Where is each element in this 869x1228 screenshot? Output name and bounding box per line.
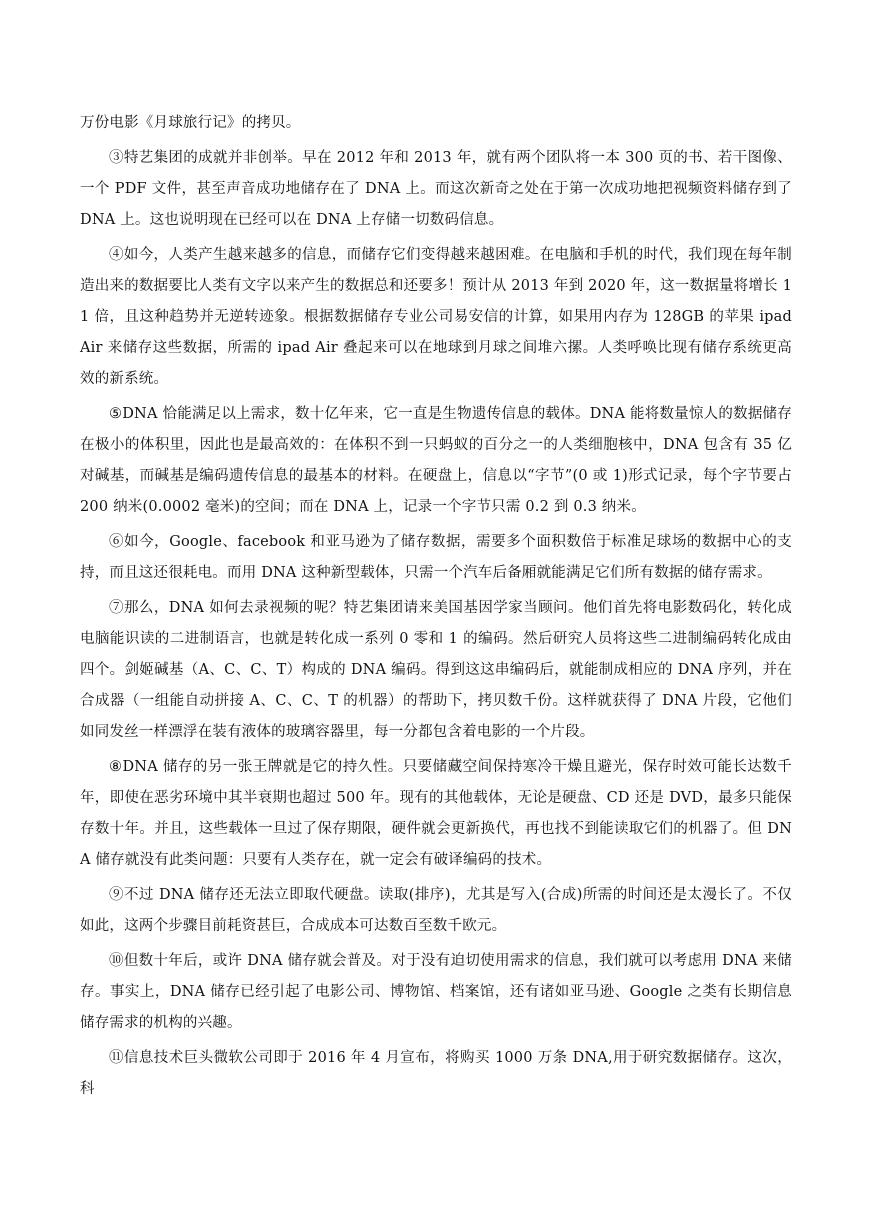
paragraph-3: ③特艺集团的成就并非创举。早在 2012 年和 2013 年，就有两个团队将一本 300 页的书、若干图像、一个 PDF 文件，甚至声音成功地储存在了 DNA 上。而这次新奇之处在于第一次成功地把视频资料储存到了 DNA 上。这也说明现在已经可以在 DNA 上存储一切数码信息。 [80,150,792,228]
paragraph-8: ⑧DNA 储存的另一张王牌就是它的持久性。只要储藏空间保持寒冷干燥且避光，保存时效可能长达数千年，即使在恶劣环境中其半衰期也超过 500 年。现有的其他载体，无论是硬盘、CD 还是 DVD，最多只能保存数十年。并且，这些载体一旦过了保存期限，硬件就会更新换代，再也找不到能读取它们的机器了。但 DNA 储存就没有此类问题：只要有人类存在，就一定会有破译编码的技术。 [80,759,792,868]
paragraph-9: ⑨不过 DNA 储存还无法立即取代硬盘。读取(排序)，尤其是写入(合成)所需的时间还是太漫长了。不仅如此，这两个步骤目前耗资甚巨，合成成本可达数百至数千欧元。 [80,887,792,934]
paragraph-7: ⑦那么，DNA 如何去录视频的呢？特艺集团请来美国基因学家当顾问。他们首先将电影数码化，转化成电脑能识读的二进制语言，也就是转化成一系列 0 零和 1 的编码。然后研究人员将这些二进制编码转化成由四个。剑姬碱基（A、C、C、T）构成的 DNA 编码。得到这这串编码后，就能制成相应的 DNA 序列，并在合成器（一组能自动拼接 A、C、C、T 的机器）的帮助下，拷贝数千份。这样就获得了 DNA 片段，它他们如同发丝一样漂浮在装有液体的玻璃容器里，每一分都包含着电影的一个片段。 [80,600,792,740]
paragraph-6: ⑥如今，Google、facebook 和亚马逊为了储存数据，需要多个面积数倍于标准足球场的数据中心的支持，而且这还很耗电。而用 DNA 这种新型载体，只需一个汽车后备厢就能满足它们所有数据的储存需求。 [80,534,792,581]
paragraph-4: ④如今，人类产生越来越多的信息，而储存它们变得越来越困难。在电脑和手机的时代，我们现在每年制造出来的数据要比人类有文字以来产生的数据总和还要多！预计从 2013 年到 2020 年，这一数据量将增长 11 倍，且这种趋势并无逆转迹象。根据数据储存专业公司易安信的计算，如果用内存为 128GB 的苹果 ipad Air 来储存这些数据，所需的 ipad Air 叠起来可以在地球到月球之间堆六摞。人类呼唤比现有储存系统更高效的新系统。 [80,247,792,387]
paragraph-10: ⑩但数十年后，或许 DNA 储存就会普及。对于没有迫切使用需求的信息，我们就可以考虑用 DNA 来储存。事实上，DNA 储存已经引起了电影公司、博物馆、档案馆，还有诸如亚马逊、Google 之类有长期信息储存需求的机构的兴趣。 [80,953,792,1031]
paragraph-continuation: 万份电影《月球旅行记》的拷贝。 [80,115,301,131]
article-body [80,108,792,1109]
paragraph-11: ⑪信息技术巨头微软公司即于 2016 年 4 月宣布，将购买 1000 万条 DNA,用于研究数据储存。这次，科 [80,1050,792,1097]
paragraph-5: ⑤DNA 恰能满足以上需求，数十亿年来，它一直是生物遗传信息的载体。DNA 能将数量惊人的数据储存在极小的体积里，因此也是最高效的：在体积不到一只蚂蚁的百分之一的人类细胞核中，DNA 包含有 35 亿对碱基，而碱基是编码遗传信息的最基本的材料。在硬盘上，信息以“字节”(0 或 1)形式记录，每个字节要占 200 纳米(0.0002 毫米)的空间；而在 DNA 上，记录一个字节只需 0.2 到 0.3 纳米。 [80,406,792,515]
